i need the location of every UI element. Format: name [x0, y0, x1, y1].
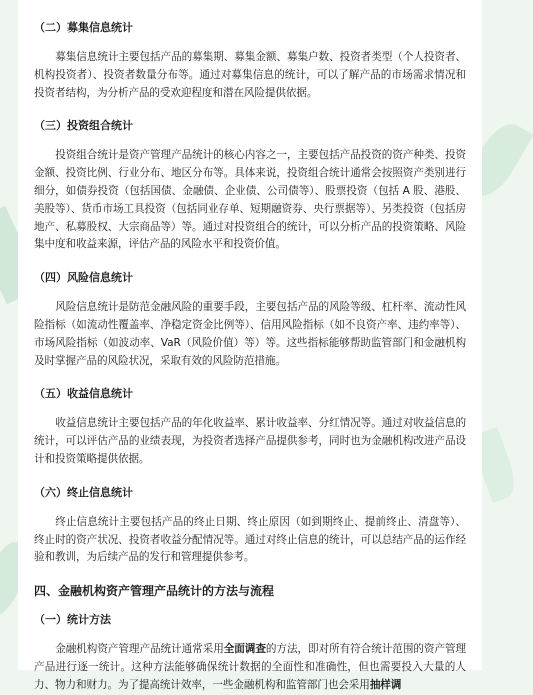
method-text-middle: 的方法，即对所有符合统计范围的资产管理产品进行逐一统计。这种方法能够确保统计数据的全面性和准确性，但也需要投入大量的人力、物力和财力。为了提高统计效率，一些金融机构和监管部门也会采用: [34, 643, 466, 691]
document-page: [18, 0, 482, 691]
part-four-heading: 四、金融机构资产管理产品统计的方法与流程: [34, 584, 275, 599]
section-heading-returns: （五）收益信息统计: [34, 387, 133, 401]
section-body-raise: 募集信息统计主要包括产品的募集期、募集金额、募集户数、投资者类型（个人投资者、机构投资者）、投资者数量分布等。通过对募集信息的统计，可以了解产品的市场需求情况和投资者结构，为分析产品的受欢迎程度和潜在风险提供依据。: [34, 51, 466, 99]
section-heading-portfolio: （三）投资组合统计: [34, 119, 133, 133]
section-heading-termination: （六）终止信息统计: [34, 485, 133, 499]
section-heading-risk: （四）风险信息统计: [34, 271, 133, 285]
section-heading-method: （一）统计方法: [34, 613, 111, 627]
section-heading-raise: （二）募集信息统计: [34, 21, 133, 34]
section-body-portfolio: 投资组合统计是资产管理产品统计的核心内容之一，主要包括产品投资的资产种类、投资金额、投资比例、行业分布、地区分布等。具体来说，投资组合统计通常会按照资产类别进行细分，如债券投资（包括国债、金融债、企业债、公司债等）、股票投资（包括 A 股、港股、美股等）、货币市场工具投资（包括同业存单、短期融资券、央行票据等）、另类投资（包括房地产、私募股权、大宗商品等）等。通过对投资组合的统计，可以分析产品的投资策略、风险集中度和收益来源，评估产品的风险水平和投资价值。: [34, 149, 466, 251]
section-body-risk: 风险信息统计是防范金融风险的重要手段，主要包括产品的风险等级、杠杆率、流动性风险指标（如流动性覆盖率、净稳定资金比例等）、信用风险指标（如不良资产率、违约率等）、市场风险指标（如波动率、VaR（风险价值）等）等。这些指标能够帮助监管部门和金融机构及时掌握产品的风险状况，采取有效的风险防范措施。: [34, 301, 466, 367]
method-bold-sampling: 抽样调: [369, 678, 402, 691]
section-body-method: [34, 641, 466, 694]
section-body-returns: 收益信息统计主要包括产品的年化收益率、累计收益率、分红情况等。通过对收益信息的统计，可以评估产品的业绩表现，为投资者选择产品提供参考，同时也为金融机构改进产品设计和投资策略提供依据。: [34, 417, 466, 465]
method-text-start: 金融机构资产管理产品统计通常采用: [55, 643, 224, 656]
section-body-termination: 终止信息统计主要包括产品的终止日期、终止原因（如到期终止、提前终止、清盘等）、终止时的资产状况、投资者收益分配情况等。通过对终止信息的统计，可以总结产品的运作经验和教训，为后续产品的发行和管理提供参考。: [34, 515, 466, 564]
method-bold-full-survey: 全面调查: [223, 643, 266, 656]
